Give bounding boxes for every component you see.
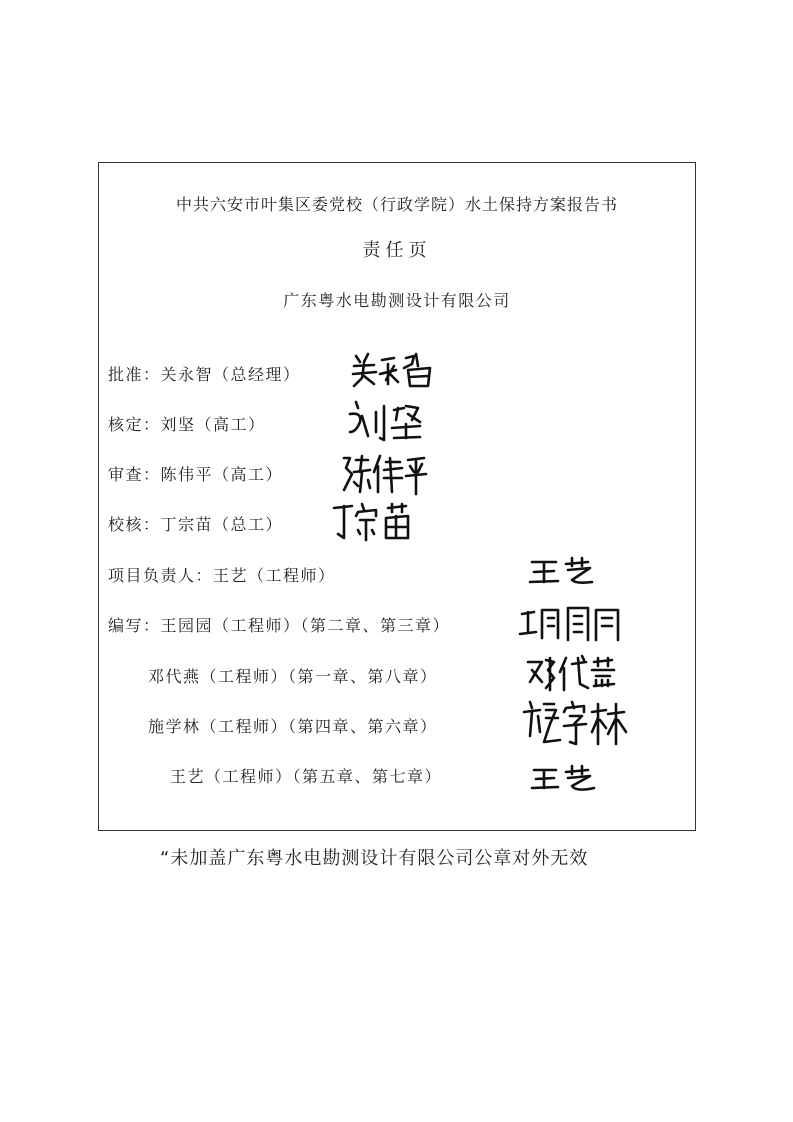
writer-2-line: 邓代燕（工程师）（第一章、第八章） (148, 667, 438, 686)
project-lead-line: 项目负责人：王艺（工程师） (108, 566, 336, 585)
verifier-signature (346, 398, 426, 442)
verifier-line: 核定：刘坚（高工） (108, 415, 266, 434)
writer-3-signature (520, 698, 630, 748)
writer-2-signature (524, 652, 619, 692)
approver-signature (350, 350, 440, 390)
checker-line: 校核：丁宗苗（总工） (108, 515, 284, 534)
company-name: 广东粤水电勘测设计有限公司 (283, 291, 511, 310)
page-title: 责任页 (362, 240, 432, 261)
writer-4-signature (530, 764, 600, 794)
project-title: 中共六安市叶集区委党校（行政学院）水土保持方案报告书 (175, 195, 618, 214)
writer-3-line: 施学林（工程师）（第四章、第六章） (148, 717, 438, 736)
writer-4-line: 王艺（工程师）（第五章、第七章） (170, 767, 443, 786)
reviewer-line: 审查：陈伟平（高工） (108, 465, 284, 484)
footer-note: “未加盖广东粤水电勘测设计有限公司公章对外无效 (160, 848, 589, 869)
project-lead-signature (528, 556, 598, 586)
reviewer-signature (340, 452, 430, 496)
checker-signature (330, 500, 420, 544)
writer-line: 编写：王园园（工程师）（第二章、第三章） (108, 616, 451, 635)
approver-line: 批准：关永智（总经理） (108, 365, 301, 384)
writer-signature (518, 604, 628, 644)
